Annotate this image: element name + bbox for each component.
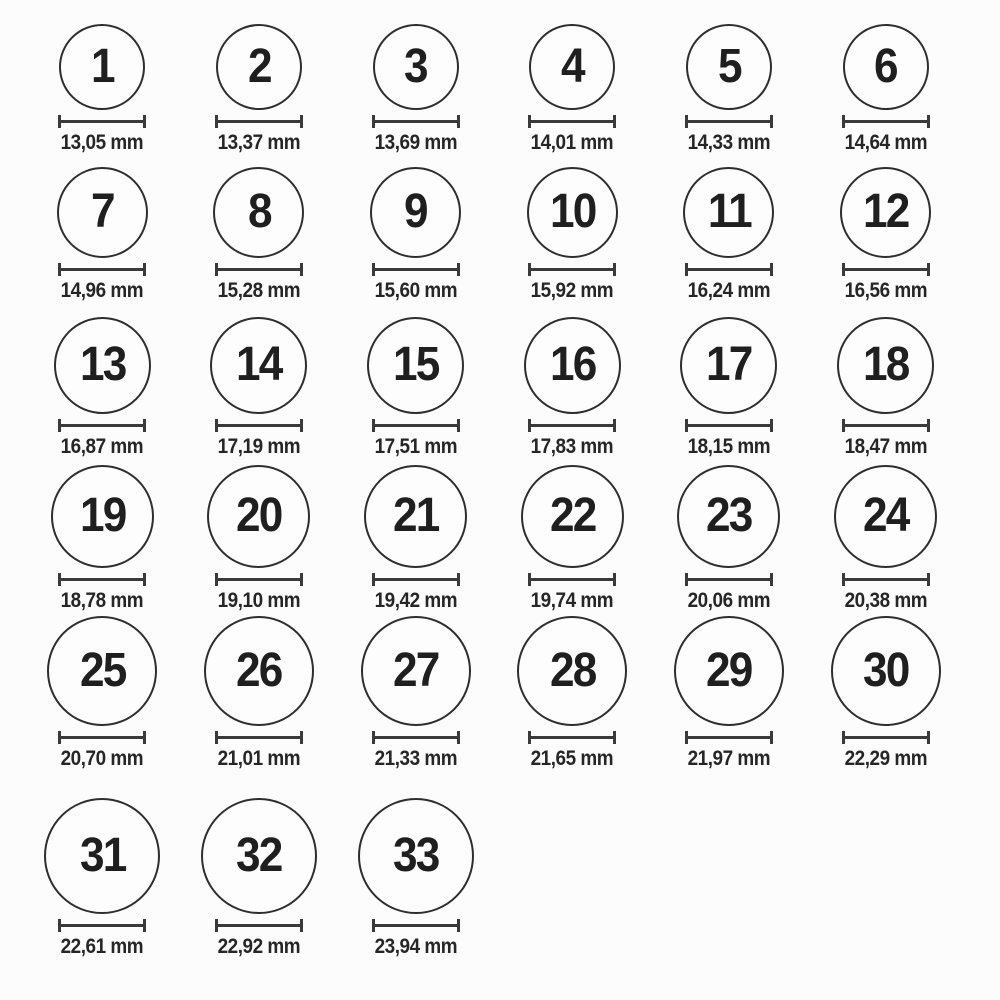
- ring-circle: [364, 465, 467, 568]
- ring-size-cell: [181, 156, 338, 304]
- measure-bar: [686, 424, 772, 427]
- measure-tick-right: [613, 115, 616, 128]
- ring-size-number: 32: [236, 828, 282, 882]
- ring-size-number: 2: [247, 39, 271, 93]
- measure-tick-right: [927, 115, 930, 128]
- ring-circle: [674, 616, 784, 726]
- measure-tick-right: [927, 263, 930, 276]
- ring-size-cell: [181, 0, 338, 156]
- measure-bar: [529, 736, 615, 739]
- ring-size-cell: [807, 156, 964, 304]
- diameter-measure-line: [215, 263, 303, 276]
- measure-bar: [529, 268, 615, 271]
- measure-bar: [373, 736, 459, 739]
- diameter-measure-line: [215, 919, 303, 932]
- ring-circle: [843, 24, 929, 110]
- diameter-label: 14,64 mm: [844, 130, 927, 154]
- diameter-label: 21,97 mm: [687, 746, 771, 770]
- measure-tick-right: [457, 419, 460, 432]
- ring-circle: [204, 616, 314, 726]
- ring-size-cell: [337, 460, 494, 614]
- ring-size-number: 4: [560, 39, 584, 93]
- diameter-label: 22,92 mm: [217, 934, 301, 958]
- ring-size-number: 21: [392, 489, 439, 543]
- measure-bar: [216, 924, 302, 927]
- ring-circle: [837, 317, 934, 414]
- ring-size-cell: [24, 156, 181, 304]
- measure-tick-right: [613, 263, 616, 276]
- ring-size-cell: [651, 614, 808, 772]
- diameter-measure-line: [58, 419, 146, 432]
- ring-circle: [361, 616, 471, 726]
- ring-size-cell: [337, 0, 494, 156]
- measure-bar: [59, 578, 145, 581]
- ring-circle: [683, 167, 774, 258]
- ring-size-cell: [337, 156, 494, 304]
- measure-tick-right: [927, 573, 930, 586]
- measure-tick-right: [457, 731, 460, 744]
- ring-size-cell: [494, 0, 651, 156]
- diameter-measure-line: [528, 573, 616, 586]
- ring-size-number: 15: [392, 338, 439, 392]
- ring-circle: [370, 167, 461, 258]
- diameter-label: 16,24 mm: [687, 278, 771, 302]
- measure-bar: [216, 120, 302, 123]
- ring-size-cell: [337, 304, 494, 460]
- ring-circle: [207, 465, 310, 568]
- ring-size-number: 30: [862, 643, 909, 697]
- ring-circle: [216, 24, 302, 110]
- ring-size-number: 8: [247, 185, 271, 239]
- measure-bar: [373, 268, 459, 271]
- diameter-measure-line: [215, 115, 303, 128]
- measure-bar: [843, 120, 929, 123]
- measure-tick-right: [300, 731, 303, 744]
- diameter-measure-line: [372, 919, 460, 932]
- ring-circle: [358, 798, 474, 914]
- ring-circle: [686, 24, 772, 110]
- diameter-label: 17,51 mm: [374, 434, 457, 458]
- ring-size-number: 26: [236, 643, 282, 697]
- ring-circle: [47, 616, 157, 726]
- measure-tick-right: [770, 263, 773, 276]
- diameter-label: 16,87 mm: [61, 434, 144, 458]
- diameter-measure-line: [58, 115, 146, 128]
- measure-bar: [216, 424, 302, 427]
- measure-bar: [373, 120, 459, 123]
- diameter-label: 17,19 mm: [217, 434, 301, 458]
- ring-size-number: 1: [90, 39, 114, 93]
- measure-bar: [529, 424, 615, 427]
- ring-circle: [517, 616, 627, 726]
- ring-size-number: 18: [862, 338, 909, 392]
- measure-tick-right: [300, 115, 303, 128]
- ring-size-cell: [24, 0, 181, 156]
- measure-bar: [373, 424, 459, 427]
- diameter-label: 19,74 mm: [531, 588, 614, 612]
- measure-tick-right: [143, 419, 146, 432]
- ring-circle: [51, 465, 154, 568]
- ring-size-number: 10: [549, 185, 596, 239]
- measure-tick-right: [300, 919, 303, 932]
- ring-circle: [54, 317, 151, 414]
- measure-bar: [843, 578, 929, 581]
- diameter-label: 15,92 mm: [531, 278, 614, 302]
- diameter-label: 19,10 mm: [217, 588, 301, 612]
- diameter-measure-line: [842, 263, 930, 276]
- ring-circle: [521, 465, 624, 568]
- measure-tick-right: [143, 919, 146, 932]
- ring-circle: [677, 465, 780, 568]
- ring-size-number: 23: [706, 489, 752, 543]
- diameter-label: 15,28 mm: [217, 278, 301, 302]
- ring-size-cell: [181, 460, 338, 614]
- diameter-measure-line: [372, 731, 460, 744]
- ring-size-number: 11: [707, 185, 751, 239]
- measure-tick-right: [613, 573, 616, 586]
- measure-bar: [843, 268, 929, 271]
- measure-tick-right: [927, 731, 930, 744]
- ring-size-number: 7: [90, 185, 114, 239]
- measure-bar: [843, 424, 929, 427]
- diameter-measure-line: [372, 263, 460, 276]
- ring-size-cell: [24, 304, 181, 460]
- measure-tick-right: [457, 919, 460, 932]
- diameter-label: 18,78 mm: [61, 588, 144, 612]
- ring-size-cell: [24, 460, 181, 614]
- diameter-label: 16,56 mm: [844, 278, 927, 302]
- ring-size-number: 14: [236, 338, 282, 392]
- ring-size-cell: [494, 304, 651, 460]
- diameter-measure-line: [685, 731, 773, 744]
- diameter-label: 18,15 mm: [687, 434, 771, 458]
- diameter-measure-line: [685, 573, 773, 586]
- measure-bar: [373, 924, 459, 927]
- diameter-measure-line: [842, 419, 930, 432]
- measure-bar: [686, 578, 772, 581]
- measure-bar: [59, 924, 145, 927]
- measure-bar: [843, 736, 929, 739]
- measure-bar: [216, 578, 302, 581]
- measure-tick-right: [300, 573, 303, 586]
- diameter-measure-line: [58, 263, 146, 276]
- diameter-label: 18,47 mm: [844, 434, 927, 458]
- diameter-label: 19,42 mm: [374, 588, 457, 612]
- ring-size-number: 22: [549, 489, 596, 543]
- ring-circle: [373, 24, 459, 110]
- measure-bar: [686, 120, 772, 123]
- ring-size-cell: [651, 304, 808, 460]
- diameter-measure-line: [685, 115, 773, 128]
- ring-size-number: 17: [706, 338, 752, 392]
- diameter-measure-line: [842, 731, 930, 744]
- ring-size-number: 6: [874, 39, 898, 93]
- ring-size-number: 16: [549, 338, 596, 392]
- ring-circle: [834, 465, 937, 568]
- measure-bar: [529, 578, 615, 581]
- diameter-measure-line: [528, 115, 616, 128]
- diameter-label: 17,83 mm: [531, 434, 614, 458]
- diameter-label: 21,65 mm: [531, 746, 614, 770]
- measure-tick-right: [143, 115, 146, 128]
- ring-circle: [831, 616, 941, 726]
- ring-size-cell: [651, 156, 808, 304]
- ring-circle: [524, 317, 621, 414]
- measure-bar: [686, 268, 772, 271]
- diameter-label: 13,69 mm: [374, 130, 457, 154]
- ring-size-number: 20: [236, 489, 282, 543]
- diameter-label: 21,01 mm: [217, 746, 301, 770]
- ring-size-cell: [807, 0, 964, 156]
- measure-tick-right: [143, 263, 146, 276]
- diameter-label: 22,61 mm: [61, 934, 144, 958]
- diameter-label: 13,05 mm: [61, 130, 144, 154]
- diameter-label: 13,37 mm: [217, 130, 301, 154]
- diameter-label: 14,96 mm: [61, 278, 144, 302]
- diameter-measure-line: [685, 263, 773, 276]
- measure-tick-right: [770, 115, 773, 128]
- diameter-measure-line: [372, 419, 460, 432]
- ring-size-number: 28: [549, 643, 596, 697]
- ring-size-cell: [651, 0, 808, 156]
- ring-circle: [210, 317, 307, 414]
- measure-tick-right: [457, 263, 460, 276]
- measure-bar: [59, 268, 145, 271]
- ring-size-cell: [24, 614, 181, 772]
- ring-circle: [44, 798, 160, 914]
- diameter-label: 23,94 mm: [374, 934, 457, 958]
- ring-circle: [201, 798, 317, 914]
- ring-size-cell: [337, 614, 494, 772]
- ring-size-cell: [181, 614, 338, 772]
- ring-circle: [527, 167, 618, 258]
- ring-size-cell: [807, 614, 964, 772]
- ring-circle: [367, 317, 464, 414]
- measure-bar: [216, 268, 302, 271]
- diameter-measure-line: [215, 573, 303, 586]
- measure-tick-right: [770, 573, 773, 586]
- diameter-measure-line: [58, 573, 146, 586]
- diameter-measure-line: [215, 731, 303, 744]
- diameter-label: 15,60 mm: [374, 278, 457, 302]
- measure-bar: [59, 736, 145, 739]
- measure-bar: [529, 120, 615, 123]
- diameter-measure-line: [372, 573, 460, 586]
- ring-size-cell: [337, 772, 494, 960]
- diameter-measure-line: [58, 919, 146, 932]
- measure-tick-right: [770, 731, 773, 744]
- ring-size-cell: [494, 156, 651, 304]
- ring-circle: [840, 167, 931, 258]
- ring-circle: [213, 167, 304, 258]
- ring-circle: [59, 24, 145, 110]
- measure-tick-right: [143, 731, 146, 744]
- measure-bar: [59, 120, 145, 123]
- ring-size-number: 31: [79, 828, 126, 882]
- diameter-label: 20,06 mm: [687, 588, 771, 612]
- ring-size-number: 19: [79, 489, 126, 543]
- diameter-measure-line: [528, 263, 616, 276]
- ring-size-cell: [24, 772, 181, 960]
- diameter-measure-line: [528, 419, 616, 432]
- measure-bar: [59, 424, 145, 427]
- diameter-measure-line: [58, 731, 146, 744]
- ring-size-number: 12: [862, 185, 909, 239]
- ring-circle: [680, 317, 777, 414]
- measure-tick-right: [770, 419, 773, 432]
- ring-size-cell: [181, 304, 338, 460]
- ring-size-number: 29: [706, 643, 752, 697]
- ring-size-cell: [807, 460, 964, 614]
- measure-tick-right: [613, 731, 616, 744]
- measure-tick-right: [457, 573, 460, 586]
- diameter-label: 14,33 mm: [687, 130, 771, 154]
- ring-size-number: 33: [392, 828, 439, 882]
- diameter-label: 20,70 mm: [61, 746, 144, 770]
- measure-bar: [216, 736, 302, 739]
- measure-tick-right: [300, 263, 303, 276]
- diameter-measure-line: [842, 573, 930, 586]
- diameter-label: 20,38 mm: [844, 588, 927, 612]
- diameter-measure-line: [528, 731, 616, 744]
- ring-size-number: 5: [717, 39, 741, 93]
- ring-size-number: 27: [392, 643, 439, 697]
- ring-size-number: 24: [862, 489, 909, 543]
- ring-circle: [529, 24, 615, 110]
- ring-size-cell: [181, 772, 338, 960]
- measure-tick-right: [457, 115, 460, 128]
- diameter-measure-line: [372, 115, 460, 128]
- ring-size-number: 25: [79, 643, 126, 697]
- measure-bar: [373, 578, 459, 581]
- ring-size-number: 13: [79, 338, 126, 392]
- measure-bar: [686, 736, 772, 739]
- diameter-label: 21,33 mm: [374, 746, 457, 770]
- ring-size-cell: [807, 304, 964, 460]
- ring-circle: [57, 167, 148, 258]
- measure-tick-right: [613, 419, 616, 432]
- diameter-measure-line: [685, 419, 773, 432]
- ring-size-number: 3: [404, 39, 428, 93]
- ring-size-number: 9: [404, 185, 428, 239]
- diameter-label: 22,29 mm: [844, 746, 927, 770]
- ring-size-cell: [651, 460, 808, 614]
- ring-size-cell: [494, 460, 651, 614]
- diameter-measure-line: [215, 419, 303, 432]
- measure-tick-right: [300, 419, 303, 432]
- ring-size-cell: [494, 614, 651, 772]
- measure-tick-right: [143, 573, 146, 586]
- diameter-label: 14,01 mm: [531, 130, 614, 154]
- measure-tick-right: [927, 419, 930, 432]
- diameter-measure-line: [842, 115, 930, 128]
